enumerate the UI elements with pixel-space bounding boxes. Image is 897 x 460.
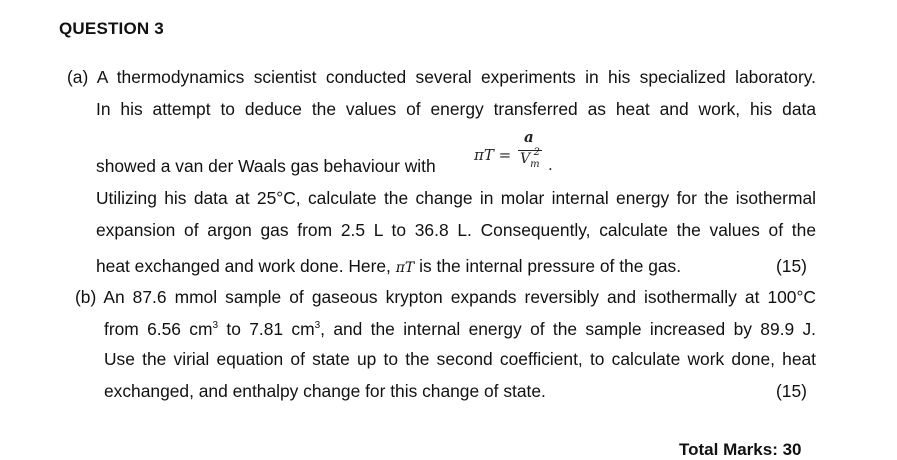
part-b-line-2 — [104, 318, 816, 340]
total-marks-partial: Total Marks: 30 — [679, 440, 802, 459]
part-b-line-4: exchanged, and enthalpy change for this change of state. — [104, 381, 546, 401]
part-a-line-6-before: heat exchanged and work done. Here, — [96, 256, 396, 276]
formula-den-sup: 2 — [533, 147, 540, 159]
formula-denominator — [520, 147, 540, 170]
part-a-line-1: (a) A thermodynamics scientist conducted several experiments in his specialized laboratory. — [67, 67, 816, 87]
cm3-superscript-2: 3 — [314, 320, 321, 332]
formula-den-sub: m — [530, 158, 540, 170]
part-b-line-2-b: to 7.81 cm — [218, 319, 315, 339]
formula-den-base: V — [520, 151, 531, 167]
part-b-line-2-a: from 6.56 cm — [104, 319, 213, 339]
part-b-line-3: Use the virial equation of state up to the second coefficient, to calculate work done, heat — [104, 349, 816, 369]
part-b-line-1: (b) An 87.6 mmol sample of gaseous krypton expands reversibly and isothermally at 100°C — [75, 287, 816, 307]
part-a-line-3: showed a van der Waals gas behaviour with — [96, 156, 436, 176]
part-b-line-2-c: , and the internal energy of the sample increased by 89.9 J. — [320, 319, 816, 339]
formula-end: . — [548, 156, 553, 174]
part-a-line-4: Utilizing his data at 25°C, calculate the change in molar internal energy for the isothermal — [96, 188, 816, 208]
internal-pressure-symbol: πT — [395, 260, 415, 276]
part-a-marks: (15) — [776, 256, 807, 276]
part-a-line-6 — [96, 255, 681, 279]
part-a-line-2: In his attempt to deduce the values of energy transferred as heat and work, his data — [96, 99, 816, 119]
part-a-line-5: expansion of argon gas from 2.5 L to 36.8 L. Consequently, calculate the values of the — [96, 220, 816, 240]
formula-left: πT = — [474, 146, 512, 164]
cm3-superscript-1: 3 — [212, 320, 219, 332]
van-der-waals-formula — [474, 128, 594, 178]
part-a-line-6-after: is the internal pressure of the gas. — [414, 256, 682, 276]
question-title: QUESTION 3 — [59, 19, 164, 38]
formula-numerator: a — [524, 128, 534, 146]
part-b-marks: (15) — [776, 381, 807, 401]
